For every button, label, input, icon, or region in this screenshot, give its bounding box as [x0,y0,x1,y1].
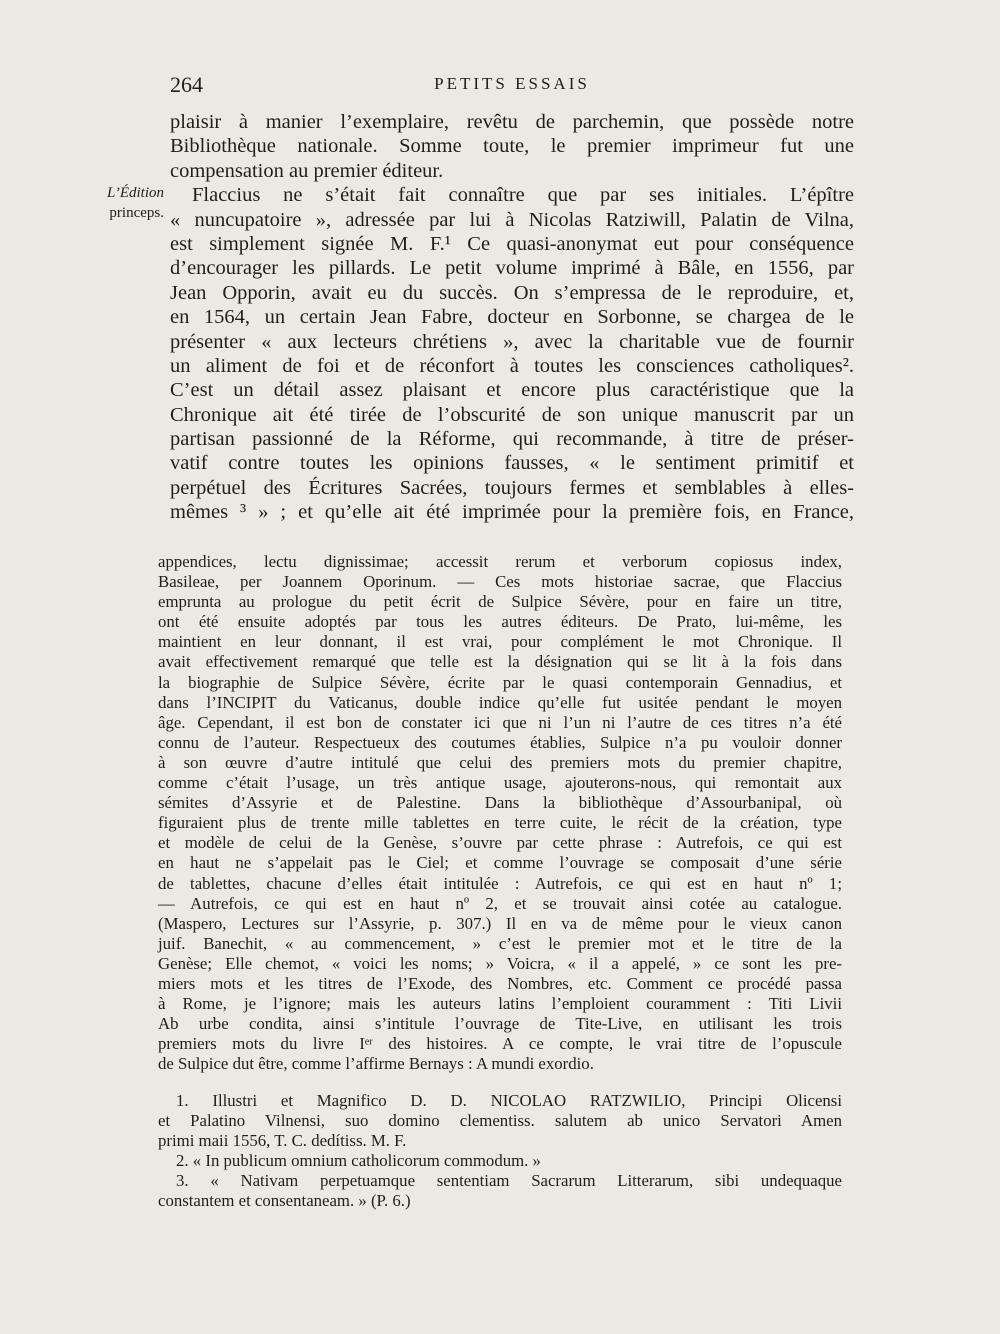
text-line: mêmes ³ » ; et qu’elle ait été imprimée pour la première fois, en France, [170,501,854,524]
footnotes [158,1091,842,1212]
note-line: connu de l’auteur. Respectueux des coutumes établies, Sulpice n’a pu vouloir donner [158,732,842,752]
text-line: « nuncupatoire », adressée par lui à Nicolas Ratziwill, Palatin de Vilna, [170,208,854,231]
footnote-1: 1. Illustri et Magnifico D. D. NICOLAO RATZWILIO, Principi Olicensi [176,1091,842,1110]
note-line: premiers mots du livre Iᵉʳ des histoires. A ce compte, le vrai titre de l’opuscule [158,1034,842,1054]
text-line: C’est un détail assez plaisant et encore plus caractéristique que la [170,379,854,402]
note-line: juif. Banechit, « au commencement, » c’est le premier mot et le titre de la [158,933,842,953]
text-line: compensation au premier éditeur. [170,159,444,182]
note-line: ont été ensuite adoptés par tous les autres éditeurs. De Prato, lui-même, les [158,612,842,632]
text-line: Flaccius ne s’était fait connaître que par ses initiales. L’épître [192,184,854,207]
footnote-3: 3. « Nativam perpetuamque sententiam Sacrarum Litterarum, sibi undequaque [176,1171,842,1191]
note-line: la biographie de Sulpice Sévère, écrite par le quasi contemporain Gennadius, et [158,672,842,692]
note-line: miers mots et les titres de l’Exode, des Nombres, etc. Comment ce procédé passa [158,973,842,993]
note-line: de tablettes, chacune d’elles était intitulée : Autrefois, ce qui est en haut nº 1; [158,873,842,893]
continued-note [158,552,842,1074]
note-line: de Sulpice dut être, comme l’affirme Bernays : A mundi exordio. [158,1054,594,1074]
note-line: à son œuvre d’autre intitulé que celui des premiers mots du premier chapitre, [158,752,842,772]
note-line: Basileae, per Joannem Oporinum. — Ces mots historiae sacrae, que Flaccius [158,572,842,592]
note-line: et modèle de celui de la Genèse, s’ouvre par cette phrase : Autrefois, ce qui est [158,833,842,853]
text-line: vatif contre toutes les opinions fausses, « le sentiment primitif et [170,452,854,475]
footnote-1-cont: primi maii 1556, T. C. dedítiss. M. F. [158,1131,407,1151]
note-line: sémites d’Assyrie et de Palestine. Dans la bibliothèque d’Assourbanipal, où [158,793,842,813]
note-line: dans l’INCIPIT du Vaticanus, double indice qu’elle fut usitée pendant le moyen [158,692,842,712]
text-line: en 1564, un certain Jean Fabre, docteur en Sorbonne, se chargea de le [170,306,854,329]
text-line: d’encourager les pillards. Le petit volume imprimé à Bâle, en 1556, par [170,257,854,280]
margin-note [92,183,164,223]
text-line: plaisir à manier l’exemplaire, revêtu de parchemin, que possède notre [170,111,854,133]
text-line: perpétuel des Écritures Sacrées, toujours fermes et semblables à elles- [170,476,854,499]
note-line: en haut ne s’appelait pas le Ciel; et comme l’ouvrage se composait d’une série [158,853,842,873]
note-line: emprunta au prologue du petit écrit de Sulpice Sévère, pour en faire un titre, [158,592,842,612]
note-line: maintient en leur donnant, il est vrai, pour complément le mot Chronique. Il [158,632,842,652]
page-number: 264 [170,72,203,97]
note-line: avait effectivement remarqué que telle est la désignation qui se lit à la fois dans [158,652,842,672]
text-line: présenter « aux lecteurs chrétiens », avec la charitable vue de fournir [170,330,854,353]
text-line: Bibliothèque nationale. Somme toute, le premier imprimeur fut une [170,135,854,158]
text-line: est simplement signée M. F.¹ Ce quasi-anonymat eut pour conséquence [170,232,854,255]
note-line: figuraient plus de trente mille tablettes en terre cuite, le récit de la création, type [158,813,842,833]
note-line: à Rome, je l’ignore; mais les auteurs latins l’emploient couramment : Titi Livii [158,994,842,1014]
note-line: Genèse; Elle chemot, « voici les noms; » Voicra, « il a appelé, » ce sont les pre- [158,953,842,973]
running-title: PETITS ESSAIS [434,74,590,93]
note-line: — Autrefois, ce qui est en haut nº 2, et se trouvait ainsi cotée au catalogue. [158,893,842,913]
note-line: âge. Cependant, il est bon de constater ici que ni l’un ni l’autre de ces titres n’a été [158,712,842,732]
page-header [170,72,854,98]
footnote-1-cont: et Palatino Vilnensi, suo domino clementiss. salutem ab unico Servatori Amen [158,1111,842,1131]
note-line: (Maspero, Lectures sur l’Assyrie, p. 307.) Il en va de même pour le vieux canon [158,913,842,933]
text-line: partisan passionné de la Réforme, qui recommande, à titre de préser- [170,428,854,451]
note-line: appendices, lectu dignissimae; accessit rerum et verborum copiosus index, [158,552,842,571]
main-text [170,110,854,525]
text-line: Chronique ait été tirée de l’obscurité de son unique manuscrit par un [170,403,854,426]
text-line: un aliment de foi et de réconfort à toutes les consciences catholiques². [170,354,854,377]
margin-note-line: princeps. [109,205,164,221]
margin-note-line: L’Édition [107,185,164,201]
text-line: Jean Opporin, avait eu du succès. On s’empressa de le reproduire, et, [170,281,854,304]
note-line: comme c’était l’usage, un très antique usage, ajouterons-nous, qui remontait aux [158,773,842,793]
footnote-2: 2. « In publicum omnium catholicorum commodum. » [176,1151,541,1171]
note-line: Ab urbe condita, ainsi s’intitule l’ouvrage de Tite-Live, en utilisant les trois [158,1014,842,1034]
footnote-3-cont: constantem et consentaneam. » (P. 6.) [158,1191,411,1211]
